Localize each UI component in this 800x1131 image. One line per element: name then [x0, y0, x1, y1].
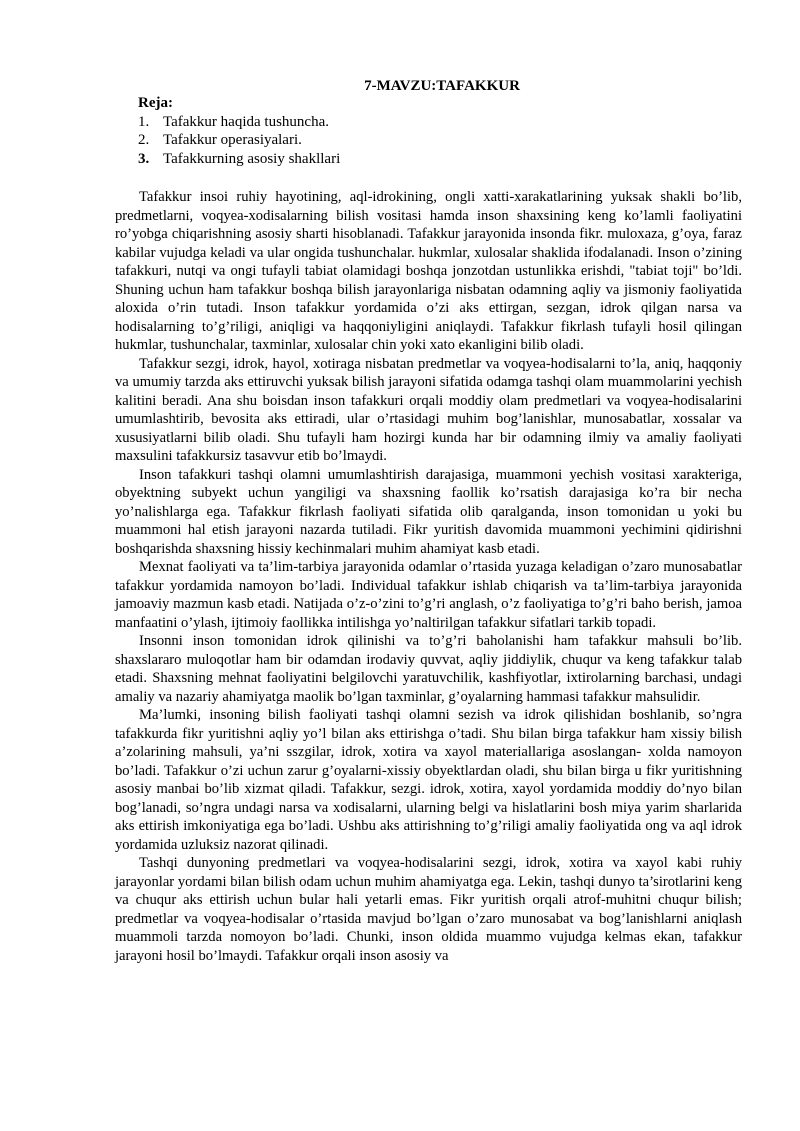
page-title: 7-MAVZU:TAFAKKUR [364, 78, 520, 94]
paragraph: Tashqi dunyoning predmetlari va voqyea-hodisalarini sezgi, idrok, xotira va xayol kabi ruhiy jarayonlar yordami bilan bilish odam uchun muhim ahamiyatga ega. Lekin, tashqi dunyo ta’sirotlarini keng va chuqur aks ettirish uchun bular hali yetarli emas. Fikr yuritish orqali atrof-muhitni chuqur bilish; predmetlar va voqyea-hodisalar o’rtasida mavjud bo’lgan o’zaro munosabat va bog’lanishlarni aniqlash muammoli tarzda nomoyon bo’ladi. Chunki, inson oldida muammo vujudga kelmas ekan, tafakkur jarayoni hosil bo’lmaydi. Tafakkur orqali inson asosiy va [115, 855, 742, 964]
plan-list [138, 113, 698, 169]
paragraph: Insonni inson tomonidan idrok qilinishi va to’g’ri baholanishi ham tafakkur mahsuli bo’lib. shaxslararo muloqotlar ham bir odamdan irodaviy quvvat, aqliy jiddiylik, chuqur va keng tafakkur talab etadi. Shaxsning mehnat faoliyatini belgilovchi yaratuvchilik, kashfiyotlar, ixtirolarning barchasi, undagi amaliy va nazariy ahamiyatga maolik bo’lgan taxminlar, g’oyalarning hammasi tafakkur mahsulidir. [115, 633, 742, 705]
plan-item-text: Tafakkur operasiyalari. [163, 132, 302, 148]
plan-item [138, 131, 698, 150]
plan-item-number: 1. [138, 113, 150, 130]
plan-item-number: 2. [138, 132, 150, 148]
plan-heading: Reja: [138, 95, 173, 111]
plan-section [138, 94, 698, 168]
plan-item-number: 3. [138, 150, 150, 167]
paragraph: Tafakkur insoi ruhiy hayotining, aql-idrokining, ongli xatti-xarakatlarining yuksak shakli bo’lib, predmetlarni, voqyea-xodisalarning bilish vositasi hamda inson shaxsining keng ko’lamli faoliyatini ro’yobga chiqarishning asosiy sharti hisoblanadi. Tafakkur jarayonida insonda fikr. muloxaza, g’oya, faraz kabilar vujudga keladi va ular ongida tushunchalar. hukmlar, xulosalar shaklida ifodalanadi. Inson o’zining tafakkuri, nutqi va ongi tufayli tabiat olamidagi boshqa jonzotdan ustunlikka erishdi, "tabiat toji" bo’ldi. Shuning uchun ham tafakkur boshqa bilish jarayonlariga nisbatan odamning aqliy va jismoniy faoliyatida aloxida o’rin tutadi. Inson tafakkur yordamida o’zi aks ettirgan, sezgan, idrok qilgan narsa va hodisalarning to’g’riligi, aniqligi va haqqoniyligini aniqlaydi. Tafakkur fikrlash tufayli hosil qilingan hukmlar, tushunchalar, taxminlar, xulosalar chin yoki xato ekanligini bilib oladi. [115, 189, 742, 353]
body-text [115, 188, 742, 965]
paragraph: Tafakkur sezgi, idrok, hayol, xotiraga nisbatan predmetlar va voqyea-hodisalarni to’la, aniq, haqqoniy va umumiy tarzda aks ettiruvchi yuksak bilish jarayoni sifatida odamga tashqi olam muammolarini yechish kalitini beradi. Ana shu boisdan inson tafakkuri orqali moddiy olam predmetlari va voqyea-hodisalarini umumlashtirib, bevosita aks ettiradi, ular o’rtasidagi muhim bog’lanishlar, munosabatlar, xossalar va xususiyatlarni bilib oladi. Shu tufayli ham hozirgi kunda har bir odamning ilmiy va amaliy faoliyati maxsulini tafakkursiz tasavvur etib bo’lmaydi. [115, 355, 742, 464]
plan-item-text: Tafakkurning asosiy shakllari [163, 150, 341, 167]
plan-item [138, 113, 698, 132]
paragraph: Ma’lumki, insoning bilish faoliyati tashqi olamni sezish va idrok qilishidan boshlanib, so’ngra tafakkurda fikr yuritishni aqliy yo’l bilan aks ettirishga o’tadi. Shu bilan birga tafakkur ham xissiy bilish a’zolarining mahsuli, ya’ni sszgilar, idrok, xotira va xayol materiallariga asoslangan- xolda namoyon bo’ladi. Tafakkur o’zi uchun zarur g’oyalarni-xissiy obyektlardan oladi, shu bilan birga u fikr yuritishning asosiy manbai bo’lib xizmat qiladi. Tafakkur, sezgi. idrok, xotira, xayol yordamida moddiy do’nyo bilan bog’lanadi, so’ngra undagi narsa va xodisalarni, ularning belgi va hislatlarini bosh miya yarim sharlarida aks ettirish imkoniyatiga ega bo’ladi. Ushbu aks attirishning to’g’riligi amaliy faoliyatida ong va aql idrok yordamida uzluksiz nazorat qilinadi. [115, 707, 742, 853]
plan-item [138, 150, 698, 169]
paragraph: Mexnat faoliyati va ta’lim-tarbiya jarayonida odamlar o’rtasida yuzaga keladigan o’zaro munosabatlar tafakkur yordamida namoyon bo’ladi. Individual tafakkur ishlab chiqarish va ta’lim-tarbiya jarayonida jamoaviy mazmun kasb etadi. Natijada o’z-o’zini to’g’ri anglash, o’z faoliyatiga to’g’ri baho berish, jamoa manfaatini o’ylash, ijtimoiy faollikka intilishga yo’naltirilgan tafakkur sifatlari tarkib topadi. [115, 559, 742, 631]
plan-item-text: Tafakkur haqida tushuncha. [163, 113, 329, 130]
paragraph: Inson tafakkuri tashqi olamni umumlashtirish darajasiga, muammoni yechish vositasi xarakteriga, obyektning subyekt uchun yangiligi va shaxsning faollik ko’rsatish darajasiga ko’ra bir necha yo’nalishlarga ega. Tafakkur fikrlash faoliyati sifatida olib qaralganda, inson tomonidan u yoki bu muammoni hal etish jarayoni nazarda tutiladi. Fikr yuritish davomida muammoni yechimini qidirishni boshqarishda shaxsning hissiy kechinmalari muhim ahamiyat kasb etadi. [115, 466, 742, 557]
